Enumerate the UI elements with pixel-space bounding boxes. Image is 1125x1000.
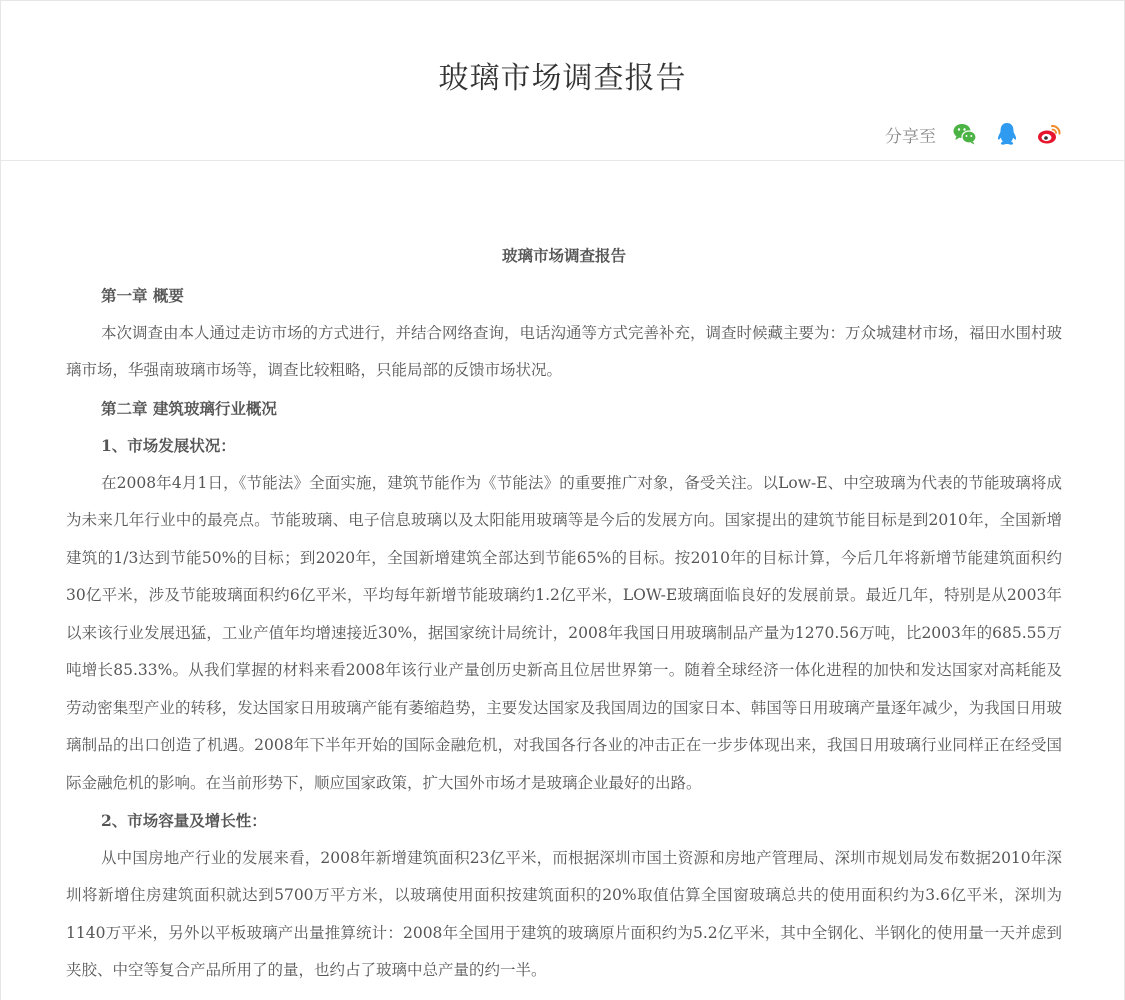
share-label: 分享至 [885, 126, 936, 147]
section-heading: 2、市场容量及增长性： [101, 811, 267, 830]
wechat-icon[interactable] [952, 121, 978, 147]
page-header [1, 1, 1124, 161]
weibo-icon[interactable] [1036, 121, 1062, 147]
paragraph: 在2008年4月1日，《节能法》全面实施，建筑节能作为《节能法》的重要推广对象，备受关注。以Low-E、中空玻璃为代表的节能玻璃将成为未来几年行业中的最亮点。节能玻璃、电子信息玻璃以及太阳能用玻璃等是今后的发展方向。国家提出的建筑节能目标是到2010年，全国新增建筑的1/3达到节能50%的目标；到2020年，全国新增建筑全部达到节能65%的目标。按2010年的目标计算，今后几年将新增节能建筑面积约30亿平米，涉及节能玻璃面积约6亿平米，平均每年新增节能玻璃约1.2亿平米，LOW-E玻璃面临良好的发展前景。最近几年，特别是从2003年以来该行业发展迅猛，工业产值年均增速接近30%，据国家统计局统计，2008年我国日用玻璃制品产量为1270.56万吨，比2003年的685.55万吨增长85.33%。从我们掌握的材料来看2008年该行业产量创历史新高且位居世界第一。随着全球经济一体化进程的加快和发达国家对高耗能及劳动密集型产业的转移，发达国家日用玻璃产能有萎缩趋势，主要发达国家及我国周边的国家日本、韩国等日用玻璃产量逐年减少，为我国日用玻璃制品的出口创造了机遇。2008年下半年开始的国际金融危机，对我国各行各业的冲击正在一步步体现出来，我国日用玻璃行业同样正在经受国际金融危机的影响。在当前形势下，顺应国家政策，扩大国外市场才是玻璃企业最好的出路。 [66, 473, 1062, 792]
paragraph: 从中国房地产行业的发展来看，2008年新增建筑面积23亿平米，而根据深圳市国土资源和房地产管理局、深圳市规划局发布数据2010年深圳将新增住房建筑面积就达到5700万平方米，以玻璃使用面积按建筑面积的20%取值估算全国窗玻璃总共的使用面积约为3.6亿平米，深圳为1140万平米，另外以平板玻璃产出量推算统计：2008年全国用于建筑的玻璃原片面积约为5.2亿平米，其中全钢化、半钢化的使用量一天并虑到夹胶、中空等复合产品所用了的量，也约占了玻璃中总产量的约一半。 [66, 848, 1062, 979]
section-heading: 1、市场发展状况： [101, 436, 236, 455]
chapter-heading: 第二章 建筑玻璃行业概况 [101, 398, 277, 418]
qq-icon[interactable] [994, 121, 1020, 147]
article-body [66, 241, 1062, 990]
article-title: 玻璃市场调查报告 [501, 246, 626, 265]
share-bar [885, 121, 1062, 147]
page-title: 玻璃市场调查报告 [438, 61, 687, 96]
paragraph: 本次调查由本人通过走访市场的方式进行，并结合网络查询，电话沟通等方式完善补充，调查时候藏主要为：万众城建材市场，福田水围村玻璃市场，华强南玻璃市场等，调查比较粗略，只能局部的反馈市场状况。 [66, 323, 1063, 379]
chapter-heading: 第一章 概要 [101, 286, 184, 305]
